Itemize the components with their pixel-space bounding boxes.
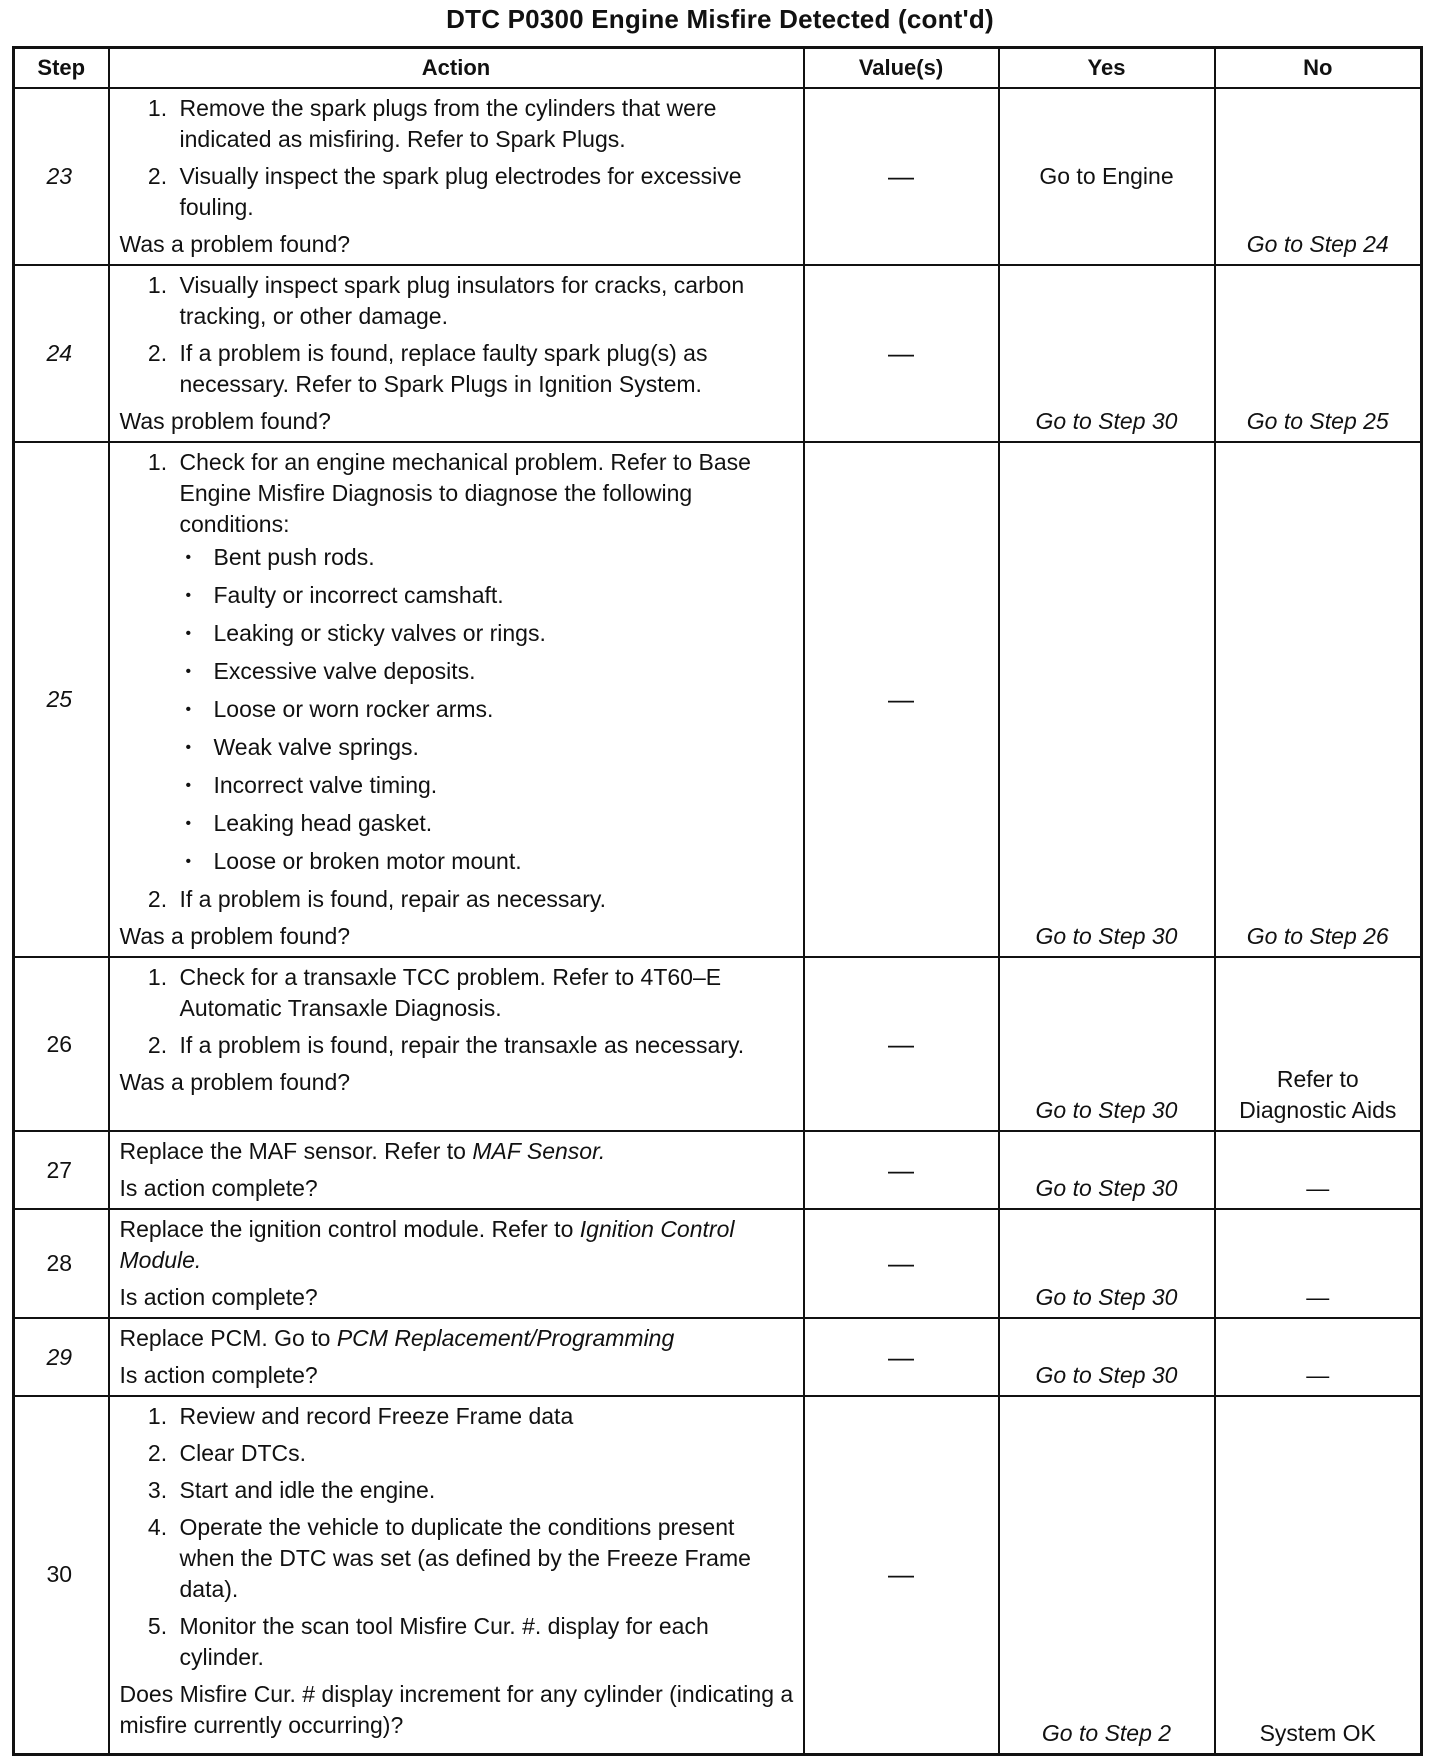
no-cell: Go to Step 25: [1215, 265, 1422, 442]
table-row: [14, 442, 1422, 957]
yes-cell: Go to Step 30: [999, 1318, 1215, 1396]
list-item: • Excessive valve deposits.: [210, 656, 795, 687]
yes-cell: Go to Step 30: [999, 265, 1215, 442]
value-cell: —: [804, 957, 999, 1131]
action-reference: MAF Sensor.: [472, 1138, 606, 1164]
list-item: • Leaking or sticky valves or rings.: [210, 618, 795, 649]
action-cell: [109, 265, 804, 442]
value-cell: —: [804, 265, 999, 442]
list-item: • Weak valve springs.: [210, 732, 795, 763]
yes-cell: Go to Step 30: [999, 1209, 1215, 1318]
header-no: No: [1215, 48, 1422, 89]
action-item: 2. Visually inspect the spark plug electrodes for excessive fouling.: [174, 161, 795, 223]
step-number: 26: [14, 957, 109, 1131]
step-number: 29: [14, 1318, 109, 1396]
no-cell: System OK: [1215, 1396, 1422, 1754]
step-number: 24: [14, 265, 109, 442]
action-item: 1. Visually inspect spark plug insulators for cracks, carbon tracking, or other damage.: [174, 270, 795, 332]
yes-cell: Go to Step 30: [999, 957, 1215, 1131]
header-row: [14, 48, 1422, 89]
action-item: 1. Review and record Freeze Frame data: [174, 1401, 795, 1432]
action-cell: [109, 442, 804, 957]
action-text-main: Replace the MAF sensor. Refer to: [119, 1138, 473, 1164]
list-item: • Incorrect valve timing.: [210, 770, 795, 801]
step-number: 30: [14, 1396, 109, 1754]
value-cell: —: [804, 1318, 999, 1396]
yes-cell: Go to Engine: [999, 88, 1215, 265]
action-item: 1. Remove the spark plugs from the cylinders that were indicated as misfiring. Refer to Spark Plugs.: [174, 93, 795, 155]
action-item: 5. Monitor the scan tool Misfire Cur. #. display for each cylinder.: [174, 1611, 795, 1673]
no-cell: Go to Step 26: [1215, 442, 1422, 957]
action-item: 2. If a problem is found, repair the transaxle as necessary.: [174, 1030, 795, 1061]
condition-list: [180, 542, 795, 877]
action-question: Is action complete?: [119, 1175, 318, 1201]
step-number: 25: [14, 442, 109, 957]
header-step: Step: [14, 48, 109, 89]
action-text: [120, 1136, 795, 1167]
no-cell-line: Refer to: [1276, 1066, 1359, 1092]
table-row: [14, 957, 1422, 1131]
table-row: [14, 1209, 1422, 1318]
table-row: [14, 1131, 1422, 1209]
no-cell: Go to Step 24: [1215, 88, 1422, 265]
diagnostic-table: [12, 46, 1423, 1756]
action-item: [174, 447, 795, 877]
action-question: Was a problem found?: [119, 1069, 351, 1095]
action-reference: Ignition Control Module.: [119, 1216, 735, 1273]
action-text-main: Replace the ignition control module. Refer to: [119, 1216, 580, 1242]
list-item: • Loose or broken motor mount.: [210, 846, 795, 877]
table-row: [14, 265, 1422, 442]
action-cell: [109, 88, 804, 265]
action-cell: [109, 1209, 804, 1318]
list-item: • Bent push rods.: [210, 542, 795, 573]
action-item: 2. If a problem is found, repair as necessary.: [174, 884, 795, 915]
action-item: 2. Clear DTCs.: [174, 1438, 795, 1469]
action-text-main: Replace PCM. Go to: [119, 1325, 337, 1351]
action-item: 4. Operate the vehicle to duplicate the conditions present when the DTC was set (as defined by the Freeze Frame data).: [174, 1512, 795, 1605]
action-item: 3. Start and idle the engine.: [174, 1475, 795, 1506]
value-cell: —: [804, 1131, 999, 1209]
step-number: 23: [14, 88, 109, 265]
action-cell: [109, 957, 804, 1131]
action-question: Was a problem found?: [119, 231, 351, 257]
action-question: Was problem found?: [119, 408, 331, 434]
list-item: • Leaking head gasket.: [210, 808, 795, 839]
no-cell: [1215, 957, 1422, 1131]
action-question: Does Misfire Cur. # display increment for any cylinder (indicating a misfire currently occurring)?: [119, 1681, 794, 1738]
header-yes: Yes: [999, 48, 1215, 89]
action-item: 1. Check for a transaxle TCC problem. Refer to 4T60–E Automatic Transaxle Diagnosis.: [174, 962, 795, 1024]
action-item: 2. If a problem is found, replace faulty spark plug(s) as necessary. Refer to Spark Plugs in Ignition System.: [174, 338, 795, 400]
action-cell: [109, 1318, 804, 1396]
header-values: Value(s): [804, 48, 999, 89]
action-reference: PCM Replacement/Programming: [336, 1325, 675, 1351]
table-row: [14, 1396, 1422, 1754]
no-cell: —: [1215, 1131, 1422, 1209]
action-question: Was a problem found?: [119, 923, 351, 949]
header-action: Action: [109, 48, 804, 89]
list-item: • Loose or worn rocker arms.: [210, 694, 795, 725]
table-row: [14, 1318, 1422, 1396]
action-text: [120, 1214, 795, 1276]
action-question: Is action complete?: [119, 1362, 318, 1388]
step-number: 28: [14, 1209, 109, 1318]
list-item: • Faulty or incorrect camshaft.: [210, 580, 795, 611]
action-text: [120, 1323, 795, 1354]
action-cell: [109, 1396, 804, 1754]
action-question: Is action complete?: [119, 1284, 318, 1310]
step-number: 27: [14, 1131, 109, 1209]
action-item-text: Check for an engine mechanical problem. Refer to Base Engine Misfire Diagnosis to diagnose the following conditions:: [179, 449, 751, 537]
value-cell: —: [804, 442, 999, 957]
value-cell: —: [804, 88, 999, 265]
yes-cell: Go to Step 30: [999, 442, 1215, 957]
no-cell: —: [1215, 1318, 1422, 1396]
page-title: DTC P0300 Engine Misfire Detected (cont'd): [446, 4, 994, 34]
action-cell: [109, 1131, 804, 1209]
value-cell: —: [804, 1209, 999, 1318]
no-cell-line: Diagnostic Aids: [1239, 1097, 1397, 1123]
value-cell: —: [804, 1396, 999, 1754]
yes-cell: Go to Step 2: [999, 1396, 1215, 1754]
table-row: [14, 88, 1422, 265]
yes-cell: Go to Step 30: [999, 1131, 1215, 1209]
no-cell: —: [1215, 1209, 1422, 1318]
